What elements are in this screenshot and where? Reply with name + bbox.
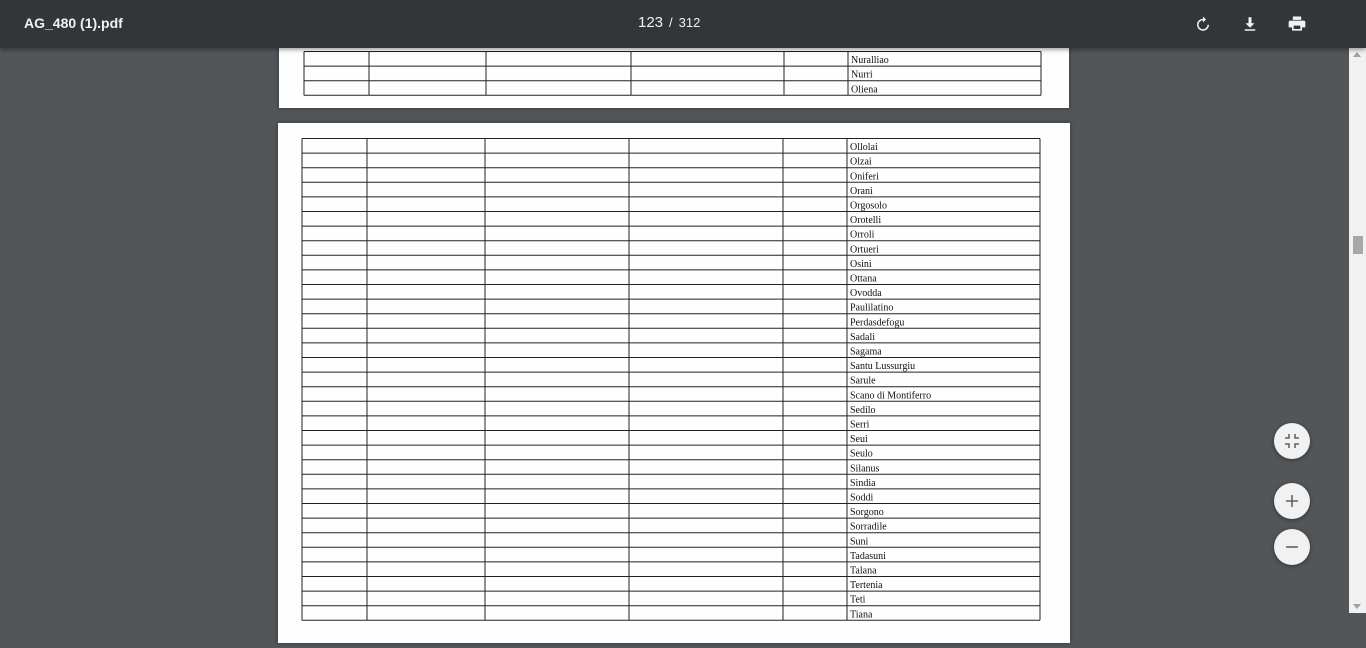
table-cell-municipality: Sindia xyxy=(850,477,876,489)
scrollbar-thumb[interactable] xyxy=(1353,236,1363,254)
rotate-icon xyxy=(1194,15,1212,33)
pdf-viewer-area[interactable] xyxy=(0,48,1349,621)
zoom-out-button[interactable] xyxy=(1274,529,1310,565)
print-button[interactable] xyxy=(1283,10,1311,38)
table-cell-municipality: Santu Lussurgiu xyxy=(850,361,916,373)
table-cell-municipality: Orroli xyxy=(850,229,875,241)
table-cell-municipality: Nuralliao xyxy=(851,55,889,67)
page-indicator xyxy=(638,14,700,31)
document-title: AG_480 (1).pdf xyxy=(24,15,123,31)
rotate-button[interactable] xyxy=(1189,10,1217,38)
table-cell-municipality: Sorradile xyxy=(850,521,887,533)
table-cell-municipality: Orotelli xyxy=(850,215,882,227)
table-cell-municipality: Soddi xyxy=(850,492,874,504)
zoom-out-icon xyxy=(1285,540,1299,554)
table-cell-municipality: Perdasdefogu xyxy=(850,317,905,329)
table-cell-municipality: Ovodda xyxy=(850,288,882,300)
table-cell-municipality: Olzai xyxy=(850,156,872,168)
table-cell-municipality: Silanus xyxy=(850,463,880,475)
table-cell-municipality: Scano di Montiferro xyxy=(850,390,932,402)
download-icon xyxy=(1241,15,1259,33)
table-cell-municipality: Ollolai xyxy=(850,142,878,154)
pdf-toolbar xyxy=(0,0,1366,48)
table-cell-municipality: Sagama xyxy=(850,346,882,358)
zoom-in-button[interactable] xyxy=(1274,483,1310,519)
table-cell-municipality: Tiana xyxy=(850,609,873,621)
scroll-down-arrow-icon[interactable] xyxy=(1353,604,1361,609)
current-page-table xyxy=(278,123,1070,643)
table-cell-municipality: Paulilatino xyxy=(850,302,894,314)
table-cell-municipality: Orani xyxy=(850,185,873,197)
pdf-page-current xyxy=(278,123,1070,643)
table-cell-municipality: Sarule xyxy=(850,375,876,387)
table-cell-municipality: Tadasuni xyxy=(850,550,886,562)
table-cell-municipality: Oliena xyxy=(851,84,878,96)
table-cell-municipality: Nurri xyxy=(851,69,873,81)
table-cell-municipality: Sedilo xyxy=(850,404,876,416)
zoom-in-icon xyxy=(1285,494,1299,508)
fit-to-page-icon xyxy=(1285,434,1299,448)
current-page-number[interactable]: 123 xyxy=(638,14,664,31)
total-pages: 312 xyxy=(678,15,701,30)
table-cell-municipality: Seulo xyxy=(850,448,873,460)
table-cell-municipality: Oniferi xyxy=(850,171,879,183)
table-cell-municipality: Serri xyxy=(850,419,870,431)
table-cell-municipality: Sadali xyxy=(850,331,875,343)
table-cell-municipality: Seui xyxy=(850,434,868,446)
table-cell-municipality: Talana xyxy=(850,565,877,577)
vertical-scrollbar[interactable] xyxy=(1349,48,1366,613)
table-cell-municipality: Suni xyxy=(850,536,869,548)
table-cell-municipality: Ortueri xyxy=(850,244,879,256)
table-cell-municipality: Teti xyxy=(850,594,866,606)
table-cell-municipality: Tertenia xyxy=(850,580,883,592)
table-cell-municipality: Orgosolo xyxy=(850,200,888,212)
table-cell-municipality: Ottana xyxy=(850,273,877,285)
page-separator: / xyxy=(669,15,673,30)
table-cell-municipality: Sorgono xyxy=(850,507,884,519)
table-cell-municipality: Osini xyxy=(850,258,872,270)
print-icon xyxy=(1287,14,1307,34)
fit-to-page-button[interactable] xyxy=(1274,423,1310,459)
download-button[interactable] xyxy=(1236,10,1264,38)
scroll-up-arrow-icon[interactable] xyxy=(1353,52,1361,57)
